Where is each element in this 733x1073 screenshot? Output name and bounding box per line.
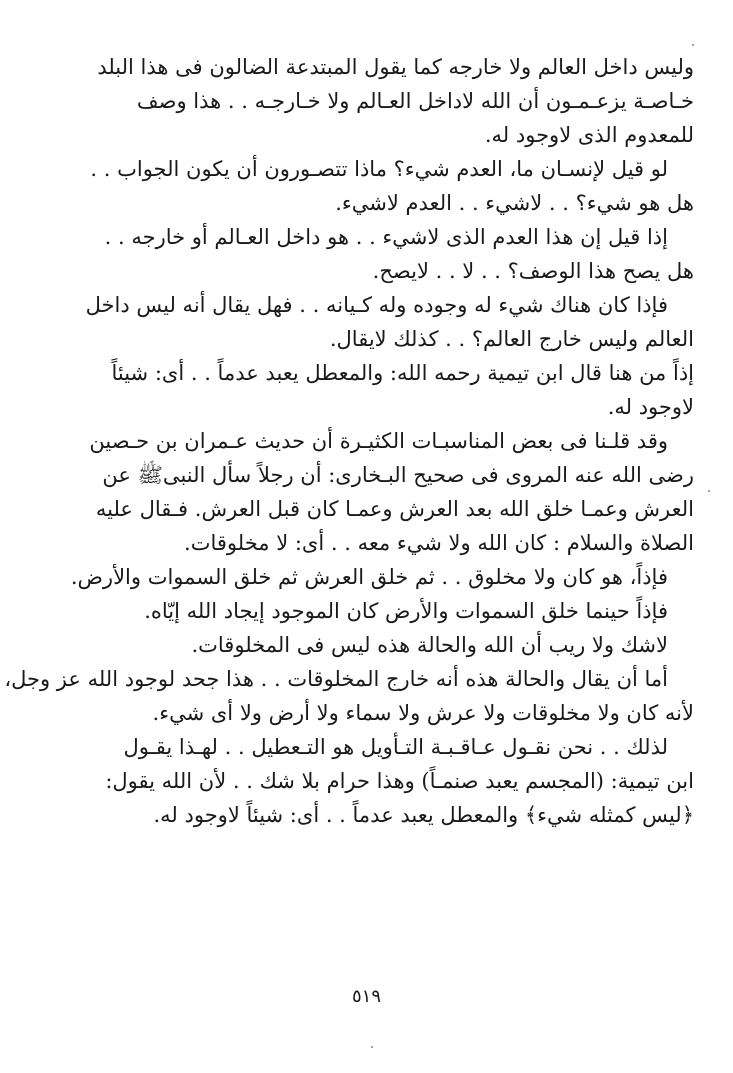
text-line: لاوجود له.: [607, 395, 694, 419]
paragraph-2: [82, 152, 694, 220]
text-line: إذا قيل إن هذا العدم الذى لاشيء . . هو داخل العـالم أو خارجه . .: [104, 225, 668, 249]
text-line: فإذا كان هناك شيء له وجوده وله كـيانه . . فهل يقال أنه ليس داخل: [85, 293, 668, 317]
text-line: العرش وعمـا خلق الله بعد العرش وعمـا كان قبل العرش. فـقال عليه: [95, 497, 694, 521]
text-line: للمعدوم الذى لاوجود له.: [484, 123, 694, 147]
text-line: أما أن يقال والحالة هذه أنه خارج المخلوقات . . هذا جحد لوجود الله عز وجل،: [4, 667, 668, 691]
text-line: هل هو شيء؟ . . لاشيء . . العدم لاشيء.: [335, 191, 694, 215]
text-line: رضى الله عنه المروى فى صحيح البـخارى: أن رجلاً سأل النبىﷺ عن: [102, 463, 694, 487]
text-line: ﴿ليس كمثله شيء﴾ والمعطل يعبد عدماً . . أى: شيئاً لاوجود له.: [153, 803, 694, 827]
text-line: هل يصح هذا الوصف؟ . . لا . . لايصح.: [372, 259, 694, 283]
text-line: لذلك . . نحن نقـول عـاقـبـة التـأويل هو التـعطيل . . لهـذا يقـول: [123, 735, 668, 759]
scan-speck: [708, 490, 710, 492]
page-number: ٥١٩: [351, 986, 381, 1007]
text-line: العالم وليس خارج العالم؟ . . كذلك لايقال.: [329, 327, 694, 351]
paragraph-6: [82, 424, 694, 560]
paragraph-3: [82, 220, 694, 288]
text-line: لو قيل لإنسـان ما، العدم شيء؟ ماذا تتصـورون أن يكون الجواب . .: [90, 157, 668, 181]
paragraph-7: [70, 560, 694, 594]
text-line: فإذاً، هو كان ولا مخلوق . . ثم خلق العرش ثم خلق السموات والأرض.: [70, 565, 668, 589]
paragraph-9: [82, 628, 694, 662]
paragraph-8: [82, 594, 694, 628]
paragraph-4: [82, 288, 694, 356]
text-line: ابن تيمية: (المجسم يعبد صنمـاً) وهذا حرام بلا شك . . لأن الله يقول:: [105, 769, 694, 793]
scan-speck: [692, 44, 694, 46]
text-line: وقد قلـنا فى بعض المناسبـات الكثيـرة أن حديث عـمران بن حـصين: [89, 429, 668, 453]
text-line: إذاً من هنا قال ابن تيمية رحمه الله: والمعطل يعبد عدماً . . أى: شيئاً: [111, 361, 694, 385]
page-body: [4, 50, 694, 832]
text-line: لاشك ولا ريب أن الله والحالة هذه ليس فى المخلوقات.: [191, 633, 668, 657]
text-line: الصلاة والسلام : كان الله ولا شيء معه . . أى: لا مخلوقات.: [184, 531, 694, 555]
scan-speck: [371, 1046, 373, 1048]
paragraph-11: [82, 730, 694, 832]
paragraph-5: [82, 356, 694, 424]
paragraph-10: [4, 662, 694, 730]
text-line: لأنه كان ولا مخلوقات ولا عرش ولا سماء ولا أرض ولا أى شيء.: [152, 701, 694, 725]
text-line: خـاصـة يزعـمـون أن الله لاداخل العـالم ولا خـارجـه . . هذا وصف: [136, 89, 694, 113]
text-line: وليس داخل العالم ولا خارجه كما يقول المبتدعة الضالون فى هذا البلد: [97, 55, 694, 79]
text-line: فإذاً حينما خلق السموات والأرض كان الموجود إيجاد الله إيّاه.: [144, 599, 668, 623]
paragraph-1: [82, 50, 694, 152]
